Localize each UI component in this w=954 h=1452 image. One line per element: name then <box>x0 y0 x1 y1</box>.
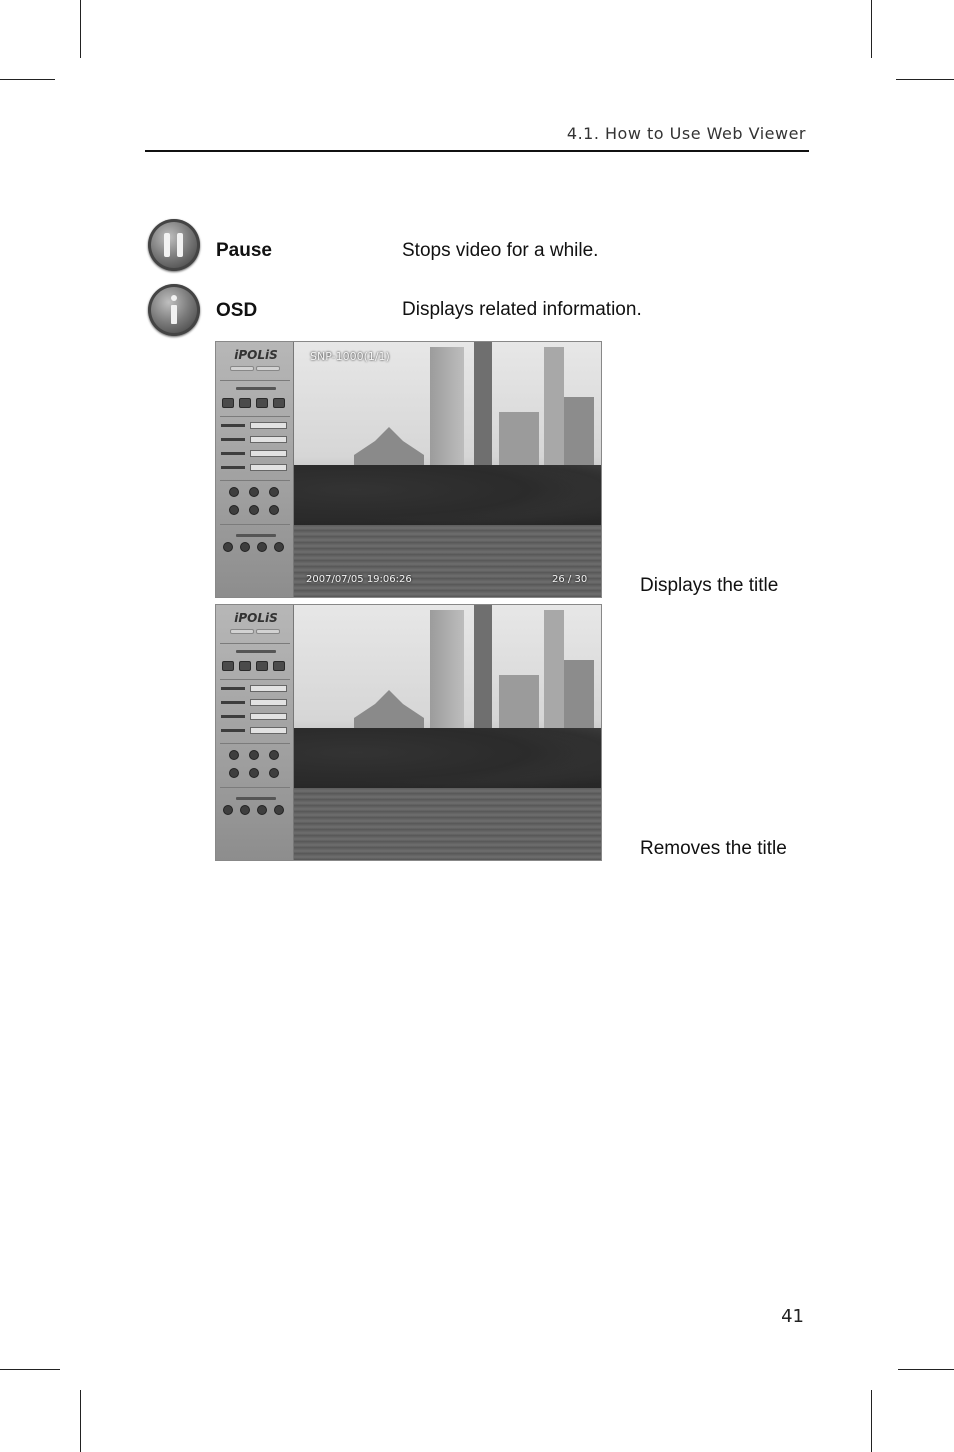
control-button <box>256 661 268 671</box>
round-button <box>223 542 233 552</box>
video-frame <box>294 605 601 860</box>
form-select <box>250 464 287 471</box>
info-icon <box>148 284 200 336</box>
panel-divider <box>220 679 290 680</box>
round-button <box>269 768 279 778</box>
round-button <box>269 487 279 497</box>
pause-term: Pause <box>216 240 272 261</box>
header-rule <box>145 150 809 152</box>
form-label <box>221 715 245 718</box>
form-select <box>250 699 287 706</box>
round-button <box>229 768 239 778</box>
panel-divider <box>220 380 290 381</box>
round-button <box>274 805 284 815</box>
round-button <box>229 487 239 497</box>
ipolis-logo: iPOLiS <box>234 348 278 362</box>
crop-mark <box>871 1390 872 1452</box>
panel-divider <box>220 643 290 644</box>
panel-divider <box>220 480 290 481</box>
panel-divider <box>220 787 290 788</box>
round-button <box>269 505 279 515</box>
form-select <box>250 436 287 443</box>
panel-tab <box>230 366 254 371</box>
crop-mark <box>871 0 872 58</box>
osd-frame-rate: 26 / 30 <box>552 574 588 585</box>
panel-caption <box>236 650 276 653</box>
osd-timestamp: 2007/07/05 19:06:26 <box>306 574 412 585</box>
page-number: 41 <box>781 1306 804 1327</box>
crop-mark <box>0 1369 60 1370</box>
water <box>294 525 601 597</box>
water <box>294 788 601 860</box>
form-select <box>250 450 287 457</box>
crop-mark <box>898 1369 954 1370</box>
osd-on-caption: Displays the title <box>640 575 779 596</box>
panel-tab <box>230 629 254 634</box>
panel-divider <box>220 416 290 417</box>
control-button <box>273 661 285 671</box>
pause-description: Stops video for a while. <box>402 240 599 261</box>
viewer-side-panel <box>216 605 294 860</box>
control-button <box>222 398 234 408</box>
osd-off-caption: Removes the title <box>640 838 787 859</box>
crop-mark <box>896 79 954 80</box>
panel-caption <box>236 534 276 537</box>
web-viewer-screenshot-osd-on <box>215 341 602 598</box>
panel-divider <box>220 743 290 744</box>
panel-tab <box>256 366 280 371</box>
crop-mark <box>80 1390 81 1452</box>
round-button <box>229 505 239 515</box>
form-select <box>250 685 287 692</box>
crop-mark <box>0 79 55 80</box>
round-button <box>257 542 267 552</box>
form-label <box>221 687 245 690</box>
round-button <box>257 805 267 815</box>
osd-camera-title: SNP-1000(1/1) <box>310 350 390 363</box>
round-button <box>240 805 250 815</box>
round-button <box>249 750 259 760</box>
round-button <box>249 505 259 515</box>
control-button <box>256 398 268 408</box>
viewer-side-panel <box>216 342 294 597</box>
form-label <box>221 466 245 469</box>
round-button <box>269 750 279 760</box>
round-button <box>274 542 284 552</box>
osd-description: Displays related information. <box>402 299 642 320</box>
form-label <box>221 452 245 455</box>
control-button <box>239 661 251 671</box>
osd-term: OSD <box>216 300 258 321</box>
round-button <box>249 768 259 778</box>
form-label <box>221 424 245 427</box>
round-button <box>229 750 239 760</box>
round-button <box>240 542 250 552</box>
round-button <box>223 805 233 815</box>
video-frame <box>294 342 601 597</box>
form-label <box>221 438 245 441</box>
round-button <box>249 487 259 497</box>
form-label <box>221 729 245 732</box>
form-select <box>250 422 287 429</box>
ipolis-logo: iPOLiS <box>234 611 278 625</box>
panel-caption <box>236 387 276 390</box>
panel-tab <box>256 629 280 634</box>
trees <box>294 728 601 790</box>
panel-divider <box>220 524 290 525</box>
control-button <box>222 661 234 671</box>
crop-mark <box>80 0 81 58</box>
control-button <box>273 398 285 408</box>
control-button <box>239 398 251 408</box>
form-select <box>250 727 287 734</box>
trees <box>294 465 601 527</box>
pause-icon <box>148 219 200 271</box>
form-select <box>250 713 287 720</box>
form-label <box>221 701 245 704</box>
web-viewer-screenshot-osd-off <box>215 604 602 861</box>
running-header: 4.1. How to Use Web Viewer <box>566 124 806 143</box>
panel-caption <box>236 797 276 800</box>
